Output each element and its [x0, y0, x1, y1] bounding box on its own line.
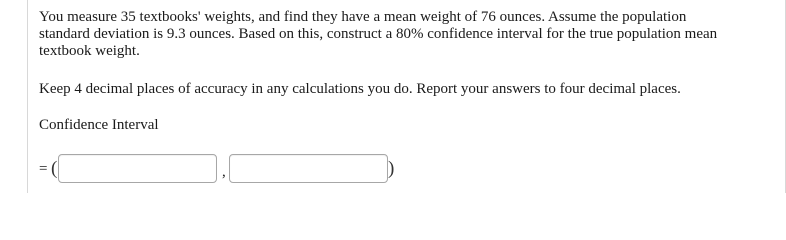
question-text: You measure 35 textbooks' weights, and find they have a mean weight of 76 ounces. Assume the population standard deviation is 9.3 ounces. Based on this, construct a 80% confidence interval for the true population mean textbook weight.: [39, 9, 718, 59]
confidence-interval-label: Confidence Interval: [39, 117, 159, 133]
upper-bound-input[interactable]: [229, 154, 388, 183]
open-parenthesis: (: [51, 158, 58, 179]
lower-bound-input[interactable]: [58, 154, 217, 183]
interval-separator: ,: [222, 164, 226, 180]
confidence-interval-answer-row: [39, 154, 439, 186]
close-parenthesis: ): [388, 158, 395, 179]
instructions-text: Keep 4 decimal places of accuracy in any calculations you do. Report your answers to four decimal places.: [39, 81, 681, 97]
equals-sign: =: [39, 161, 48, 177]
